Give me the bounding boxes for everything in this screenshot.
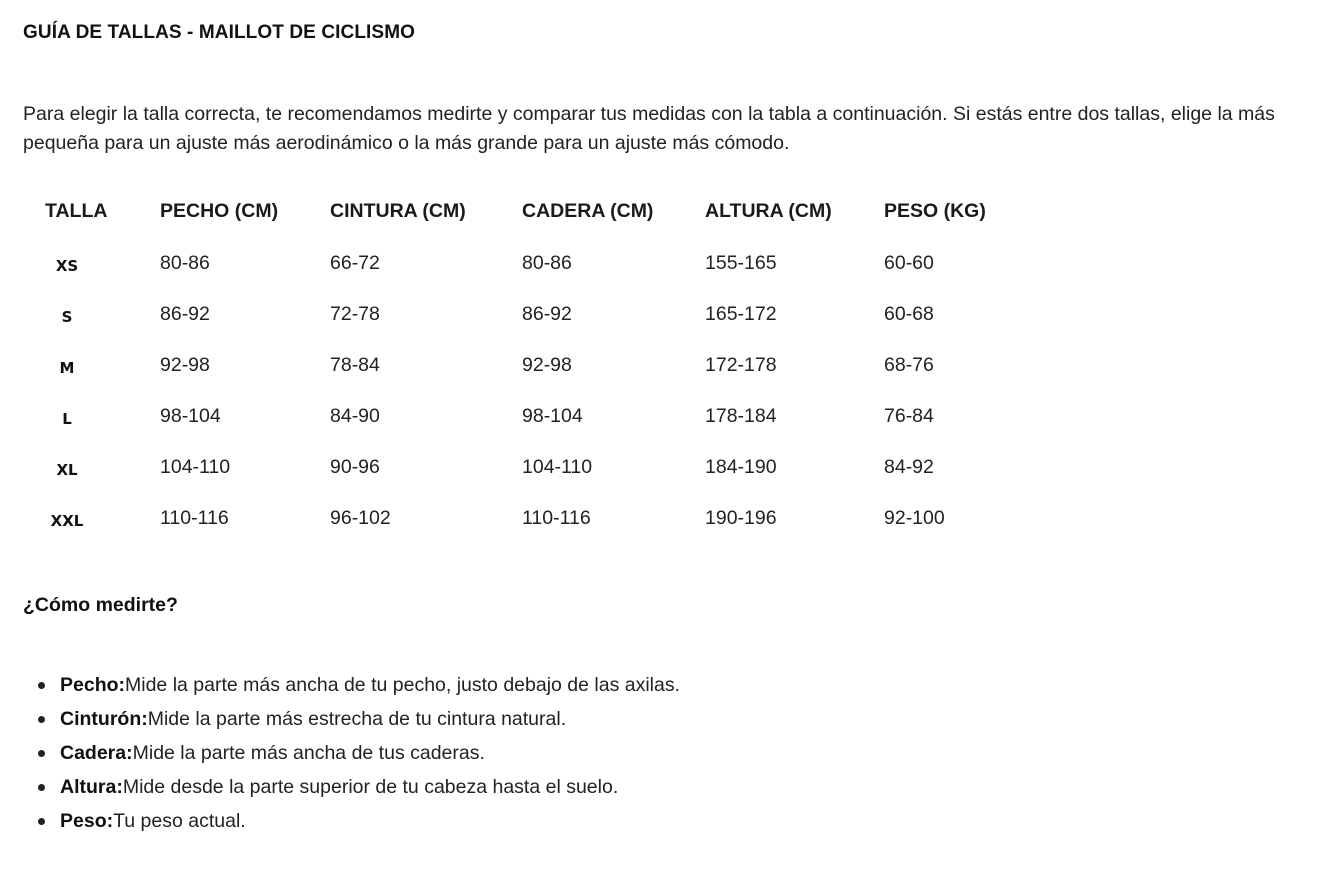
column-header-cintura: CINTURA (CM)	[330, 200, 466, 222]
how-to-measure-heading: ¿Cómo medirte?	[23, 594, 178, 616]
bullet-icon	[38, 818, 45, 825]
size-label: L	[62, 410, 72, 428]
list-item	[38, 804, 680, 838]
altura-value: 172-178	[705, 354, 777, 376]
peso-value: 92-100	[884, 507, 945, 529]
pecho-value: 104-110	[160, 456, 231, 478]
intro-paragraph: Para elegir la talla correcta, te recomendamos medirte y comparar tus medidas con la tabla a continuación. Si estás entre dos tallas, elige la más pequeña para un ajuste más aerodinámico o la más grande para un ajuste más cómodo.	[23, 103, 1275, 154]
size-label: XXL	[50, 512, 84, 530]
cadera-value: 80-86	[522, 252, 572, 274]
bullet-icon	[38, 750, 45, 757]
bullet-icon	[38, 716, 45, 723]
measure-description: Tu peso actual.	[113, 810, 246, 832]
pecho-value: 86-92	[160, 303, 210, 325]
pecho-value: 80-86	[160, 252, 210, 274]
peso-value: 76-84	[884, 405, 934, 427]
measure-term: Pecho:	[60, 674, 126, 696]
size-label: XS	[55, 257, 79, 275]
measure-description: Mide la parte más ancha de tus caderas.	[132, 742, 485, 764]
cadera-value: 86-92	[522, 303, 572, 325]
size-label: S	[61, 308, 73, 326]
peso-value: 60-68	[884, 303, 934, 325]
pecho-value: 110-116	[160, 507, 229, 529]
cadera-value: 104-110	[522, 456, 593, 478]
page-title: GUÍA DE TALLAS - MAILLOT DE CICLISMO	[23, 22, 416, 43]
measure-term: Peso:	[60, 810, 114, 832]
peso-value: 60-60	[884, 252, 934, 274]
list-item	[38, 736, 680, 770]
column-header-altura: ALTURA (CM)	[705, 200, 832, 222]
cintura-value: 90-96	[330, 456, 380, 478]
cintura-value: 72-78	[330, 303, 380, 325]
peso-value: 68-76	[884, 354, 934, 376]
column-header-talla: TALLA	[45, 200, 108, 222]
cadera-value: 98-104	[522, 405, 583, 427]
column-header-peso: PESO (KG)	[884, 200, 986, 222]
cintura-value: 78-84	[330, 354, 380, 376]
column-header-cadera: CADERA (CM)	[522, 200, 654, 222]
measure-description: Mide desde la parte superior de tu cabeza hasta el suelo.	[122, 776, 619, 798]
column-header-pecho: PECHO (CM)	[160, 200, 279, 222]
altura-value: 178-184	[705, 405, 777, 427]
bullet-icon	[38, 784, 45, 791]
measure-description: Mide la parte más ancha de tu pecho, justo debajo de las axilas.	[125, 674, 681, 696]
bullet-icon	[38, 682, 45, 689]
cadera-value: 110-116	[522, 507, 591, 529]
list-item	[38, 770, 680, 804]
cintura-value: 66-72	[330, 252, 380, 274]
cadera-value: 92-98	[522, 354, 572, 376]
altura-value: 165-172	[705, 303, 777, 325]
altura-value: 184-190	[705, 456, 777, 478]
measure-term: Cinturón:	[60, 708, 148, 730]
altura-value: 155-165	[705, 252, 777, 274]
cintura-value: 96-102	[330, 507, 391, 529]
pecho-value: 98-104	[160, 405, 221, 427]
list-item	[38, 702, 680, 736]
size-label: M	[59, 359, 75, 377]
list-item	[38, 668, 680, 702]
altura-value: 190-196	[705, 507, 777, 529]
measure-term: Altura:	[60, 776, 123, 798]
size-label: XL	[56, 461, 78, 479]
cintura-value: 84-90	[330, 405, 380, 427]
measure-description: Mide la parte más estrecha de tu cintura natural.	[147, 708, 567, 730]
peso-value: 84-92	[884, 456, 934, 478]
measure-term: Cadera:	[60, 742, 133, 764]
how-to-measure-list	[38, 668, 680, 838]
pecho-value: 92-98	[160, 354, 210, 376]
